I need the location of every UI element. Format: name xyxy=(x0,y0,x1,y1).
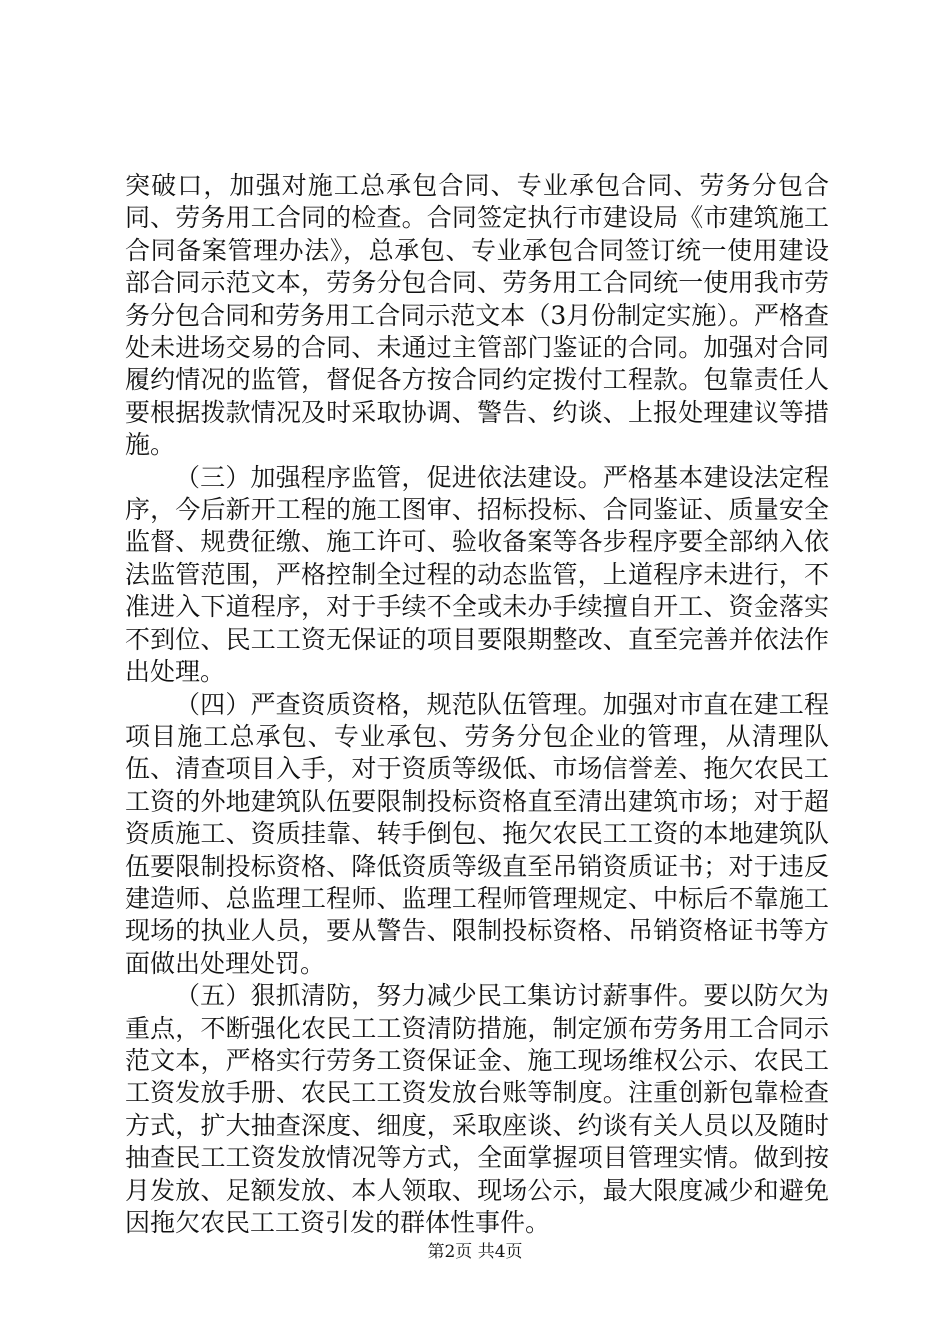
document-body xyxy=(125,170,829,1239)
page-number-footer: 第2页 共4页 xyxy=(427,1242,523,1262)
paragraph-procedure-supervision: （三）加强程序监管，促进依法建设。严格基本建设法定程序，今后新开工程的施工图审、招标投标、合同鉴证、质量安全监督、规费征缴、施工许可、验收备案等各步程序要全部纳入依法监管范围，严格控制全过程的动态监管，上道程序未进行，不准进入下道程序，对于手续不全或未办手续擅自开工、资金落实不到位、民工工资无保证的项目要限期整改、直至完善并依法作出处理。 xyxy=(125,462,829,687)
paragraph-contract-inspection: 突破口，加强对施工总承包合同、专业承包合同、劳务分包合同、劳务用工合同的检查。合同签定执行市建设局《市建筑施工合同备案管理办法》，总承包、专业承包合同签订统一使用建设部合同示范文本，劳务分包合同、劳务用工合同统一使用我市劳务分包合同和劳务用工合同示范文本（3月份制定实施）。严格查处未进场交易的合同、未通过主管部门鉴证的合同。加强对合同履约情况的监管，督促各方按合同约定拨付工程款。包靠责任人要根据拨款情况及时采取协调、警告、约谈、上报处理建议等措施。 xyxy=(125,171,829,460)
paragraph-wage-protection: （五）狠抓清防，努力减少民工集访讨薪事件。要以防欠为重点，不断强化农民工工资清防措施，制定颁布劳务用工合同示范文本，严格实行劳务工资保证金、施工现场维权公示、农民工工资发放手册、农民工工资发放台账等制度。注重创新包靠检查方式，扩大抽查深度、细度，采取座谈、约谈有关人员以及随时抽查民工工资发放情况等方式，全面掌握项目管理实情。做到按月发放、足额发放、本人领取、现场公示，最大限度减少和避免因拖欠农民工工资引发的群体性事件。 xyxy=(125,981,829,1237)
paragraph-qualification-check: （四）严查资质资格，规范队伍管理。加强对市直在建工程项目施工总承包、专业承包、劳务分包企业的管理，从清理队伍、清查项目入手，对于资质等级低、市场信誉差、拖欠农民工工资的外地建筑队伍要限制投标资格直至清出建筑市场；对于超资质施工、资质挂靠、转手倒包、拖欠农民工工资的本地建筑队伍要限制投标资格、降低资质等级直至吊销资质证书；对于违反建造师、总监理工程师、监理工程师管理规定、中标后不靠施工现场的执业人员，要从警告、限制投标资格、吊销资格证书等方面做出处理处罚。 xyxy=(125,689,829,978)
